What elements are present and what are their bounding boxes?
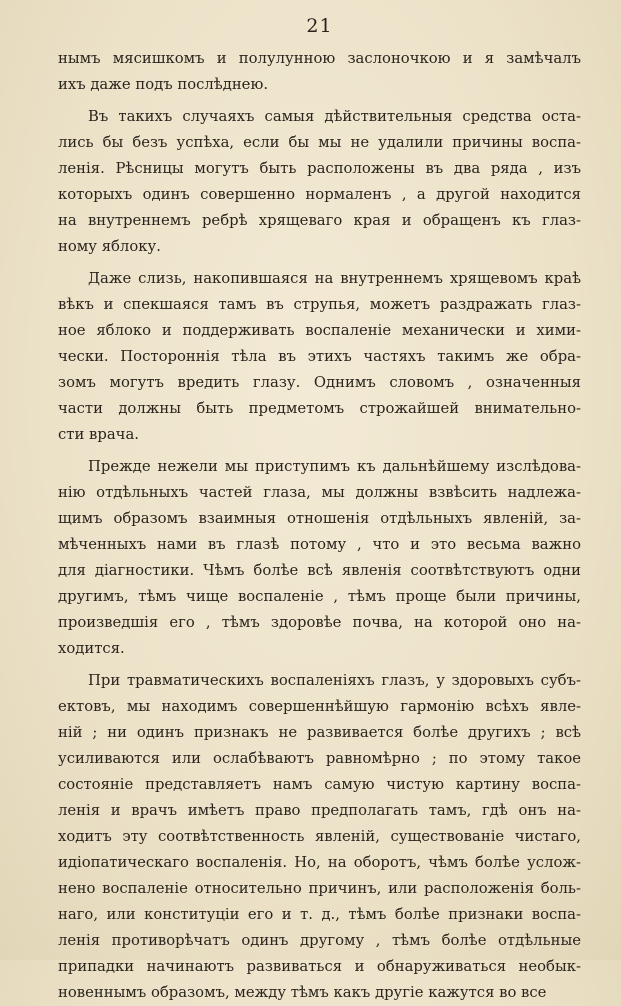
text-line: Даже слизь, накопившаяся на внутреннемъ хрящевомъ краѣ bbox=[88, 270, 581, 287]
text-line: ходится. bbox=[58, 640, 125, 657]
text-line: другимъ, тѣмъ чище воспаленіе , тѣмъ проще были причины, bbox=[58, 588, 581, 605]
text-line: состояніе представляетъ намъ самую чистую картину воспа- bbox=[58, 776, 581, 793]
text-line: произведшія его , тѣмъ здоровѣе почва, на которой оно на- bbox=[58, 614, 581, 631]
text-line: идіопатическаго воспаленія. Но, на оборотъ, чѣмъ болѣе услож- bbox=[58, 854, 581, 871]
page-text bbox=[58, 46, 581, 1006]
text-line: ихъ даже подъ послѣднею. bbox=[58, 76, 269, 93]
text-line: лись бы безъ успѣха, если бы мы не удалили причины воспа- bbox=[58, 134, 581, 151]
paragraph bbox=[58, 46, 581, 98]
text-line: нено воспаленіе относительно причинъ, или расположенія боль- bbox=[58, 880, 581, 897]
text-line: новеннымъ образомъ, между тѣмъ какъ другіе кажутся во все bbox=[58, 984, 547, 1001]
text-line: для діагностики. Чѣмъ болѣе всѣ явленія соотвѣтствуютъ одни bbox=[58, 562, 581, 579]
paragraph bbox=[58, 266, 581, 448]
text-line: нію отдѣльныхъ частей глаза, мы должны взвѣсить надлежа- bbox=[58, 484, 581, 501]
text-line: ленія. Рѣсницы могутъ быть расположены въ два ряда , изъ bbox=[58, 160, 581, 177]
text-line: припадки начинаютъ развиваться и обнаруживаться необык- bbox=[58, 958, 581, 975]
text-line: ленія противорѣчатъ одинъ другому , тѣмъ болѣе отдѣльные bbox=[58, 932, 581, 949]
text-line: зомъ могутъ вредить глазу. Однимъ словомъ , означенныя bbox=[58, 374, 581, 391]
text-line: ное яблоко и поддерживать воспаленіе механически и хими- bbox=[58, 322, 581, 339]
paragraph bbox=[58, 454, 581, 662]
paragraph bbox=[58, 104, 581, 260]
text-line: на внутреннемъ ребрѣ хрящеваго края и обращенъ къ глаз- bbox=[58, 212, 581, 229]
text-line: ленія и врачъ имѣетъ право предполагать тамъ, гдѣ онъ на- bbox=[58, 802, 581, 819]
text-line: которыхъ одинъ совершенно нормаленъ , а другой находится bbox=[58, 186, 581, 203]
text-line: чески. Постороннія тѣла въ этихъ частяхъ такимъ же обра- bbox=[58, 348, 581, 365]
paragraph bbox=[58, 668, 581, 1006]
text-line: ектовъ, мы находимъ совершеннѣйшую гармонію всѣхъ явле- bbox=[58, 698, 581, 715]
text-line: ній ; ни одинъ признакъ не развивается болѣе другихъ ; всѣ bbox=[58, 724, 581, 741]
text-line: вѣкъ и спекшаяся тамъ въ струпья, можетъ раздражать глаз- bbox=[58, 296, 581, 313]
text-line: части должны быть предметомъ строжайшей внимательно- bbox=[58, 400, 581, 417]
text-line: мѣченныхъ нами въ глазѣ потому , что и это весьма важно bbox=[58, 536, 581, 553]
text-line: Прежде нежели мы приступимъ къ дальнѣйшему изслѣдова- bbox=[88, 458, 581, 475]
text-line: При травматическихъ воспаленіяхъ глазъ, у здоровыхъ субъ- bbox=[88, 672, 581, 689]
text-line: усиливаются или ослабѣваютъ равномѣрно ; по этому такое bbox=[58, 750, 581, 767]
text-line: сти врача. bbox=[58, 426, 139, 443]
page-number: 21 bbox=[306, 15, 333, 37]
text-line: щимъ образомъ взаимныя отношенія отдѣльныхъ явленій, за- bbox=[58, 510, 581, 527]
text-line: Въ такихъ случаяхъ самыя дѣйствительныя средства оста- bbox=[88, 108, 581, 125]
text-line: ному яблоку. bbox=[58, 238, 161, 255]
text-line: нымъ мясишкомъ и полулунною заслоночкою и я замѣчалъ bbox=[58, 50, 581, 67]
text-line: ходитъ эту соотвѣтственность явленій, существованіе чистаго, bbox=[58, 828, 581, 845]
text-line: наго, или конституціи его и т. д., тѣмъ болѣе признаки воспа- bbox=[58, 906, 581, 923]
